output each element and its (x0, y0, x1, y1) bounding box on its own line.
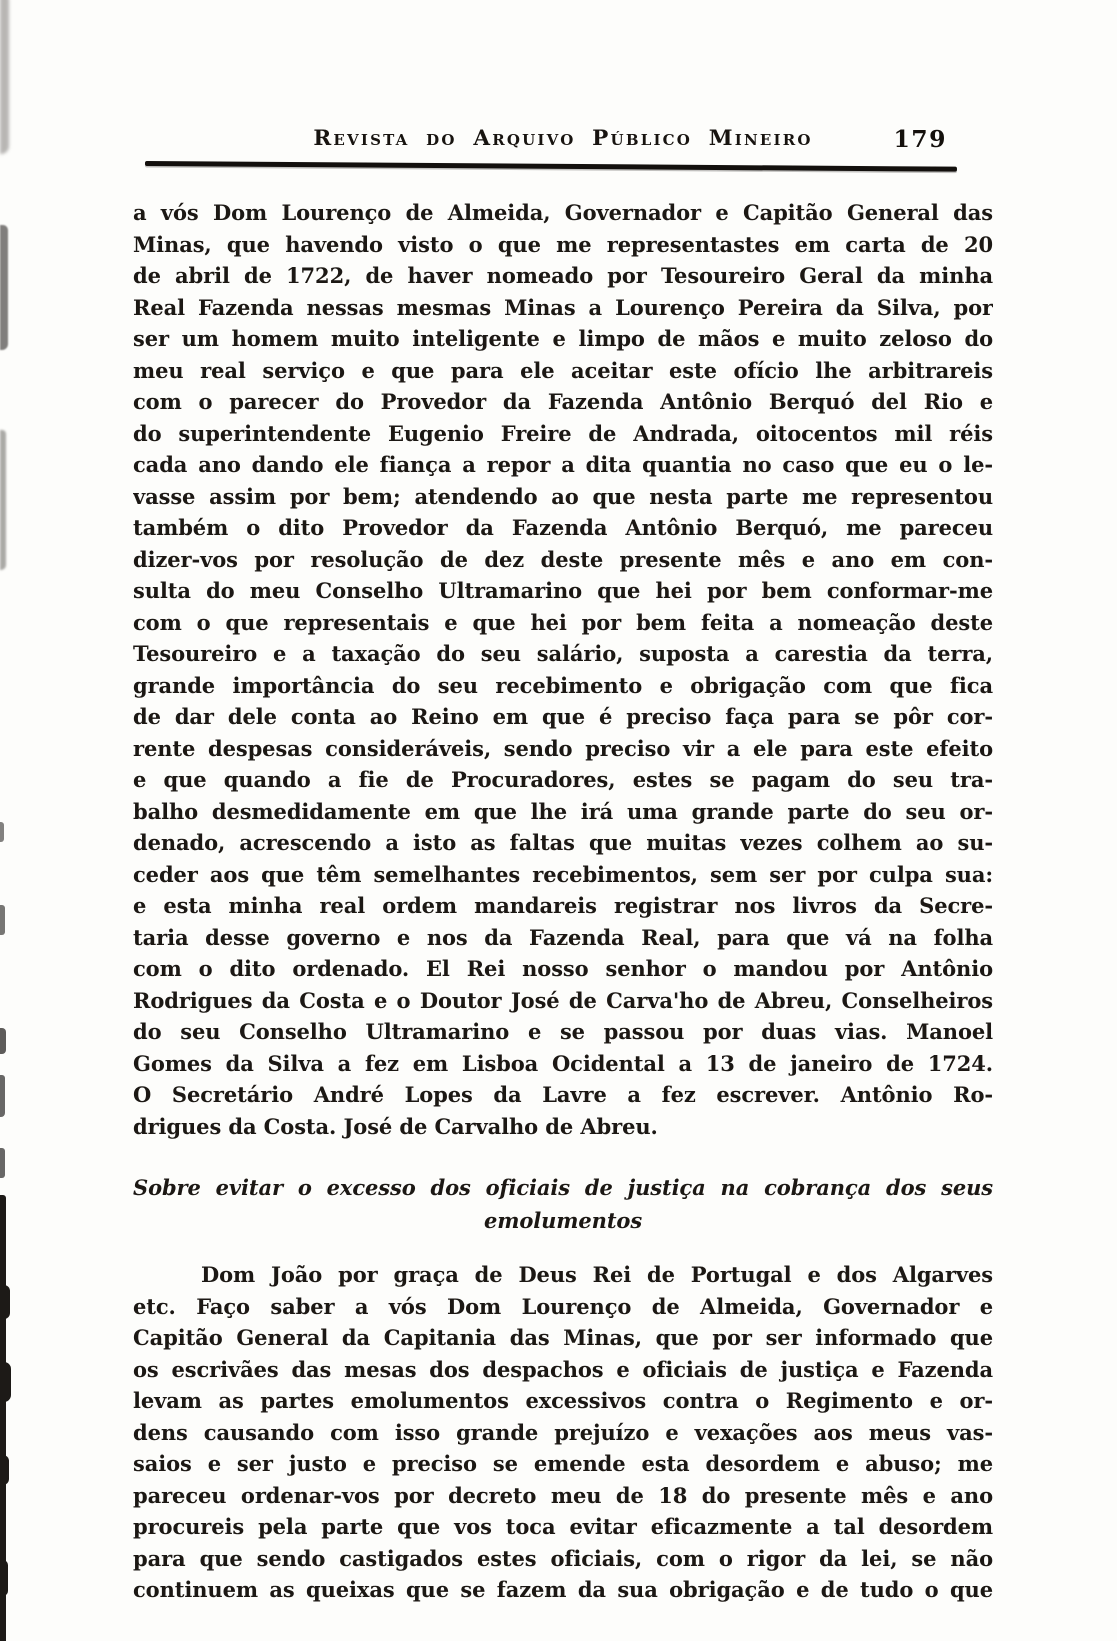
text-line: rente despesas consideráveis, sendo preciso vir a ele para este efeito (133, 735, 993, 761)
text-line: do superintendente Eugenio Freire de Andrada, oitocentos mil réis (133, 420, 993, 446)
text-line: com o parecer do Provedor da Fazenda Antônio Berquó del Rio e (133, 389, 993, 414)
scan-artifact-binding-strip (0, 1285, 10, 1319)
header-rule (145, 161, 957, 171)
scan-artifact-binding-strip (0, 1362, 11, 1402)
scan-artifact-speck (0, 1028, 6, 1054)
text-line: com o dito ordenado. El Rei nosso senhor o mandou por Antônio (133, 956, 993, 981)
text-line: meu real serviço e que para ele aceitar este ofício lhe arbitrareis (133, 357, 993, 383)
text-line: dens causando com isso grande prejuízo e vexações aos meus vas- (133, 1419, 993, 1445)
text-line: pareceu ordenar-vos por decreto meu de 18 do presente mês e ano (133, 1482, 993, 1508)
text-line: grande importância do seu recebimento e obrigação com que fica (133, 672, 993, 698)
text-line: e que quando a fie de Procuradores, estes se pagam do seu tra- (133, 767, 993, 792)
text-line: Capitão General da Capitania das Minas, que por ser informado que (133, 1325, 993, 1350)
scan-artifact-speck (0, 1148, 5, 1178)
text-line: Real Fazenda nessas mesmas Minas a Lourenço Pereira da Silva, por (133, 294, 993, 320)
text-line: do seu Conselho Ultramarino e se passou por duas vias. Manoel (133, 1019, 993, 1044)
continuation-paragraph (133, 197, 993, 1142)
journal-header (133, 124, 993, 174)
scan-artifact-speck (0, 822, 4, 842)
text-line: ceder aos que têm semelhantes recebimentos, sem ser por culpa sua: (133, 861, 993, 887)
text-line: e esta minha real ordem mandareis registrar nos livros da Secre- (133, 893, 993, 918)
text-line: sulta do meu Conselho Ultramarino que hei por bem conformar-me (133, 578, 993, 603)
text-line: para que sendo castigados estes oficiais, com o rigor da lei, se não (133, 1545, 993, 1571)
text-line: procureis pela parte que vos toca evitar eficazmente a tal desordem (133, 1514, 993, 1539)
scan-artifact-binding-smudge (0, 225, 8, 350)
text-line: dizer-vos por resolução de dez deste presente mês e ano em con- (133, 546, 993, 572)
body-text (133, 197, 993, 1606)
scan-artifact-binding-strip (0, 1195, 6, 1641)
text-line: saios e ser justo e preciso se emende esta desordem e abuso; me (133, 1451, 993, 1476)
text-line: com o que representais e que hei por bem feita a nomeação deste (133, 609, 993, 635)
text-line: levam as partes emolumentos excessivos contra o Regimento e or- (133, 1388, 993, 1413)
text-line: drigues da Costa. José de Carvalho de Abreu. (133, 1113, 658, 1139)
scan-artifact-speck (0, 1075, 5, 1117)
section-heading-line: emolumentos (483, 1208, 643, 1233)
text-line: taria desse governo e nos da Fazenda Real, para que vá na folha (133, 924, 993, 950)
text-line: a vós Dom Lourenço de Almeida, Governador e Capitão General das (133, 200, 993, 225)
text-line: vasse assim por bem; atendendo ao que nesta parte me representou (133, 483, 993, 509)
section-heading (133, 1171, 993, 1237)
text-line: de abril de 1722, de haver nomeado por Tesoureiro Geral da minha (133, 263, 993, 288)
text-line: Dom João por graça de Deus Rei de Portugal e dos Algarves (201, 1262, 993, 1287)
text-line: os escrivães das mesas dos despachos e oficiais de justiça e Fazenda (133, 1356, 993, 1382)
scan-artifact-binding-strip (0, 1455, 9, 1485)
text-line: balho desmedidamente em que lhe irá uma grande parte do seu or- (133, 798, 993, 824)
text-line: denado, acrescendo a isto as faltas que muitas vezes colhem ao su- (133, 830, 993, 855)
scan-artifact-binding-smudge (0, 430, 6, 570)
text-line: Rodrigues da Costa e o Doutor José de Carva'ho de Abreu, Conselheiros (133, 987, 993, 1013)
journal-title: Revista do Arquivo Público Mineiro (313, 126, 813, 151)
text-line: de dar dele conta ao Reino em que é preciso faça para se pôr cor- (133, 704, 993, 729)
text-line: etc. Faço saber a vós Dom Lourenço de Almeida, Governador e (133, 1293, 993, 1319)
text-line: cada ano dando ele fiança a repor a dita quantia no caso que eu o le- (133, 452, 993, 477)
text-line: também o dito Provedor da Fazenda Antônio Berquó, me pareceu (133, 515, 993, 540)
text-line: continuem as queixas que se fazem da sua obrigação e de tudo o que (133, 1577, 993, 1602)
scan-artifact-binding-strip (0, 1560, 8, 1596)
text-line: Gomes da Silva a fez em Lisboa Ocidental a 13 de janeiro de 1724. (133, 1050, 993, 1076)
page-number: 179 (893, 125, 947, 153)
royal-letter-paragraph (133, 1259, 993, 1606)
text-line: ser um homem muito inteligente e limpo de mãos e muito zeloso do (133, 326, 993, 351)
text-line: Tesoureiro e a taxação do seu salário, suposta a carestia da terra, (133, 641, 993, 666)
text-line: Minas, que havendo visto o que me representastes em carta de 20 (133, 231, 993, 257)
scan-artifact-speck (0, 905, 5, 935)
text-line: O Secretário André Lopes da Lavre a fez escrever. Antônio Ro- (133, 1082, 993, 1107)
scan-artifact-binding-smudge (0, 0, 9, 154)
section-heading-line: Sobre evitar o excesso dos oficiais de justiça na cobrança dos seus (133, 1175, 993, 1200)
